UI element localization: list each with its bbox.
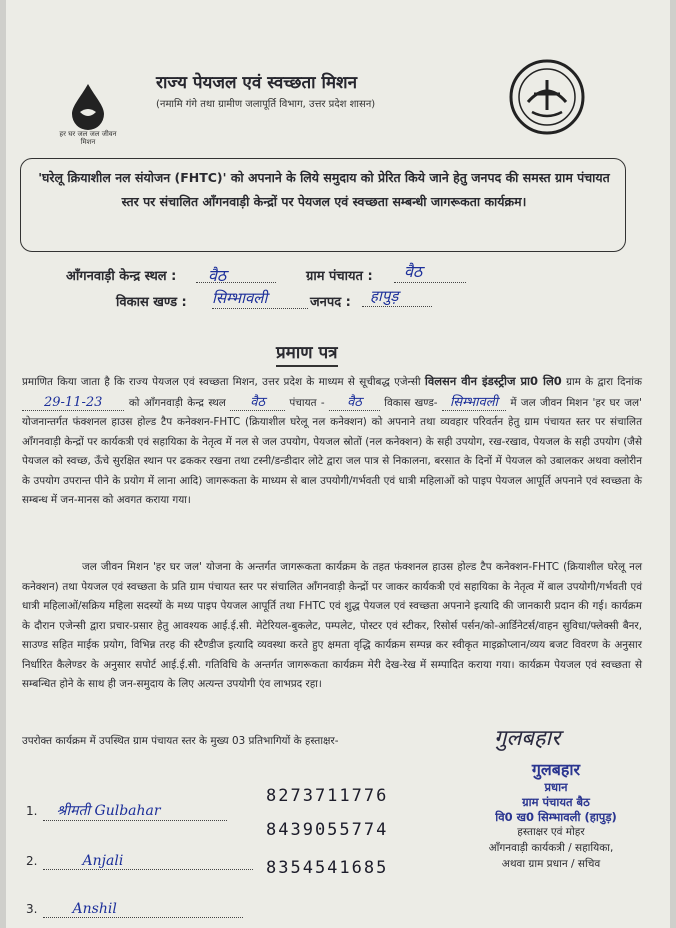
janpad-field <box>362 286 432 307</box>
stamp-block: वि0 ख0 सिम्भावली (हापुड़) <box>495 810 617 824</box>
pradhan-stamp <box>476 758 636 825</box>
p1-panchayat-label: पंचायत - <box>289 396 325 409</box>
agency-name: विलसन वीन इंडस्ट्रीज प्रा0 लि0 <box>424 374 562 388</box>
signature-footer <box>446 824 656 872</box>
certificate-paragraph-1 <box>22 372 642 511</box>
footer-line-1: हस्ताक्षर एवं मोहर <box>517 826 585 838</box>
gram-panchayat-value: वैठ <box>404 262 423 281</box>
vikas-khand-label: विकास खण्ड : <box>116 295 187 310</box>
vikas-khand-field <box>212 288 308 309</box>
participants-intro: उपरोक्त कार्यक्रम में उपस्थित ग्राम पंचायत स्तर के मुख्य 03 प्रतिभागियों के हस्ताक्षर- <box>22 735 339 747</box>
block-value: सिम्भावली <box>442 395 506 411</box>
certificate-page <box>6 0 670 928</box>
certificate-title: प्रमाण पत्र <box>276 340 338 367</box>
p1-block-label: विकास खण्ड- <box>384 396 438 409</box>
p1-centre-label: को आँगनवाड़ी केन्द्र स्थल <box>128 396 226 409</box>
p1-body: में जल जीवन मिशन 'हर घर जल' योजनान्तर्गत फंक्शनल हाउस होल्ड टैप कनेक्शन-FHTC (क्रियाशील घरेलू नल कनेक्शन) को अपनाने तथा व्यवहार परिवर्तन हेतु ग्राम पंचायत स्तर पर संचालित आँगनवाड़ी केन्द्रों पर कार्यकत्री एवं सहायिका के नेतृत्व में नल से जल उपयोग, पेयजल स्रोतों (नल कनेक्शन) के सही उपयोग, रख-रखाव, पेयजल के सही उपयोग (जैसे पेयजल को स्वच्छ, ऊँचे सुरक्षित स्थान पर ढककर रखना तथा टस्नी/डन्डीदार लोटे द्वारा जल पात्र से निकालना, बरसात के दिनों में पेयजल को उबालकर अथवा क्लोरीन के उपयोग उपरान्त पीने के प्रयोग में लाना आदि) जागरूकता के माध्यम से बाल उपयोगी/गर्भवती एवं धात्री महिलाओं को पाइप पेयजल आपूर्ति अपनाने एवं स्वच्छता के सम्बन्ध में जन-मानस को अवगत कराया गया। <box>22 396 642 506</box>
panchayat-value: वैठ <box>329 395 380 411</box>
p1-date-label: के द्वारा दिनांक <box>585 376 642 388</box>
date-value: 29-11-23 <box>22 395 124 411</box>
header-title: राज्य पेयजल एवं स्वच्छता मिशन <box>156 73 358 93</box>
stamp-name: गुलबहार <box>531 760 581 779</box>
participant-number: 3. <box>26 902 38 916</box>
participant-phone: 8354541685 <box>266 858 389 878</box>
p1-gram: ग्राम <box>566 376 581 388</box>
anganwadi-value: वैठ <box>208 266 227 285</box>
participant-signature: Anshil <box>43 901 243 918</box>
participant-signature: Anjali <box>43 853 253 870</box>
logo-caption: हर घर जल जल जीवन मिशन <box>59 130 117 146</box>
anganwadi-field <box>196 264 276 283</box>
p1-intro: प्रमाणित किया जाता है कि राज्य पेयजल एवं स्वच्छता मिशन, उत्तर प्रदेश के माध्यम से सूचीबद्ध एजेन्सी <box>22 376 421 388</box>
header-subtitle: (नमामि गंगे तथा ग्रामीण जलापूर्ति विभाग, उत्तर प्रदेश शासन) <box>156 99 376 110</box>
participant-phone: 8439055774 <box>266 820 389 840</box>
gram-panchayat-label: ग्राम पंचायत : <box>306 269 373 284</box>
participant-number: 2. <box>26 854 38 868</box>
certificate-paragraph-2: जल जीवन मिशन 'हर घर जल' योजना के अन्तर्गत जागरूकता कार्यक्रम के तहत फंक्शनल हाउस होल्ड टैप कनेक्शन-FHTC (क्रियाशील घरेलू नल कनेक्शन) तथा पेयजल एवं स्वच्छता के प्रति ग्राम पंचायत स्तर पर संचालित आँगनवाड़ी केन्द्रों पर जाकर कार्यकत्री एवं सहायिका के नेतृत्व में बाल उपयोगी/गर्भवती एवं धात्री महिलाओं/सक्रिय महिला सदस्यों के मध्य पाइप पेयजल आपूर्ति तथा FHTC एवं शुद्ध पेयजल एवं स्वच्छता अपनाने इत्यादि की जानकारी प्रदान की गई। कार्यक्रम के दौरान एजेन्सी द्वारा प्रचार-प्रसार हेतु आवश्यक आई.ई.सी. मेटेरियल-बुकलेट, पम्पलेट, पोस्टर एवं स्टीकर, रिसोर्स पर्सन/को-आर्डिनेटर्स/वाहन सुविधा/फ्लेक्सी बैनर, साउण्ड सहित माईक प्रयोग, विभिन्न तरह की स्टैण्डीज इत्यादि व्यवस्था करते हुए क्षमता वृद्धि कार्यक्रम सम्पन्न कर स्वीकृत माइक्रोप्लान/व्यय बजट विवरण के अनुसार निर्धारित कैलेण्डर के अनुसार सपोर्ट आई.ई.सी. गतिविधि के अन्तर्गत जागरूकता कार्यक्रम मेरी देख-रेख में सम्पादित कराया गया। कार्यक्रम पेयजल एवं स्वच्छता से सम्बन्धित होने के साथ ही जन-समुदाय के लिए अत्यन्त उपयोगी एंव लाभप्रद रहा। <box>22 561 642 690</box>
participant-row <box>26 898 426 918</box>
participant-signature: श्रीमती Gulbahar <box>43 801 227 821</box>
centre-value: वैठ <box>230 395 285 411</box>
participant-phone: 8273711776 <box>266 786 389 806</box>
vikas-khand-value: सिम्भावली <box>212 289 268 307</box>
up-government-emblem-icon <box>508 58 586 136</box>
footer-line-2: आँगनवाड़ी कार्यकत्री / सहायिका, <box>488 842 614 854</box>
stamp-title: प्रधान <box>544 780 568 794</box>
stamp-panchayat: ग्राम पंचायत बैठ <box>522 795 590 809</box>
janpad-value: हापुड़ <box>370 287 399 305</box>
gram-panchayat-field <box>394 260 466 283</box>
participant-number: 1. <box>26 804 38 818</box>
janpad-label: जनपद : <box>310 295 351 310</box>
pradhan-handwritten-signature: गुलबहार <box>494 726 561 751</box>
footer-line-3: अथवा ग्राम प्रधान / सचिव <box>501 858 601 870</box>
banner-text: 'घरेलू क्रियाशील नल संयोजन (FHTC)' को अपनाने के लिये समुदाय को प्रेरित किये जाने हेतु जनपद की समस्त ग्राम पंचायत स्तर पर संचालित आँगनवाड़ी केन्द्रों पर पेयजल एवं स्वच्छता सम्बन्धी जागरूकता कार्यक्रम। <box>38 170 610 209</box>
anganwadi-label: आँगनवाड़ी केन्द्र स्थल : <box>66 269 177 284</box>
